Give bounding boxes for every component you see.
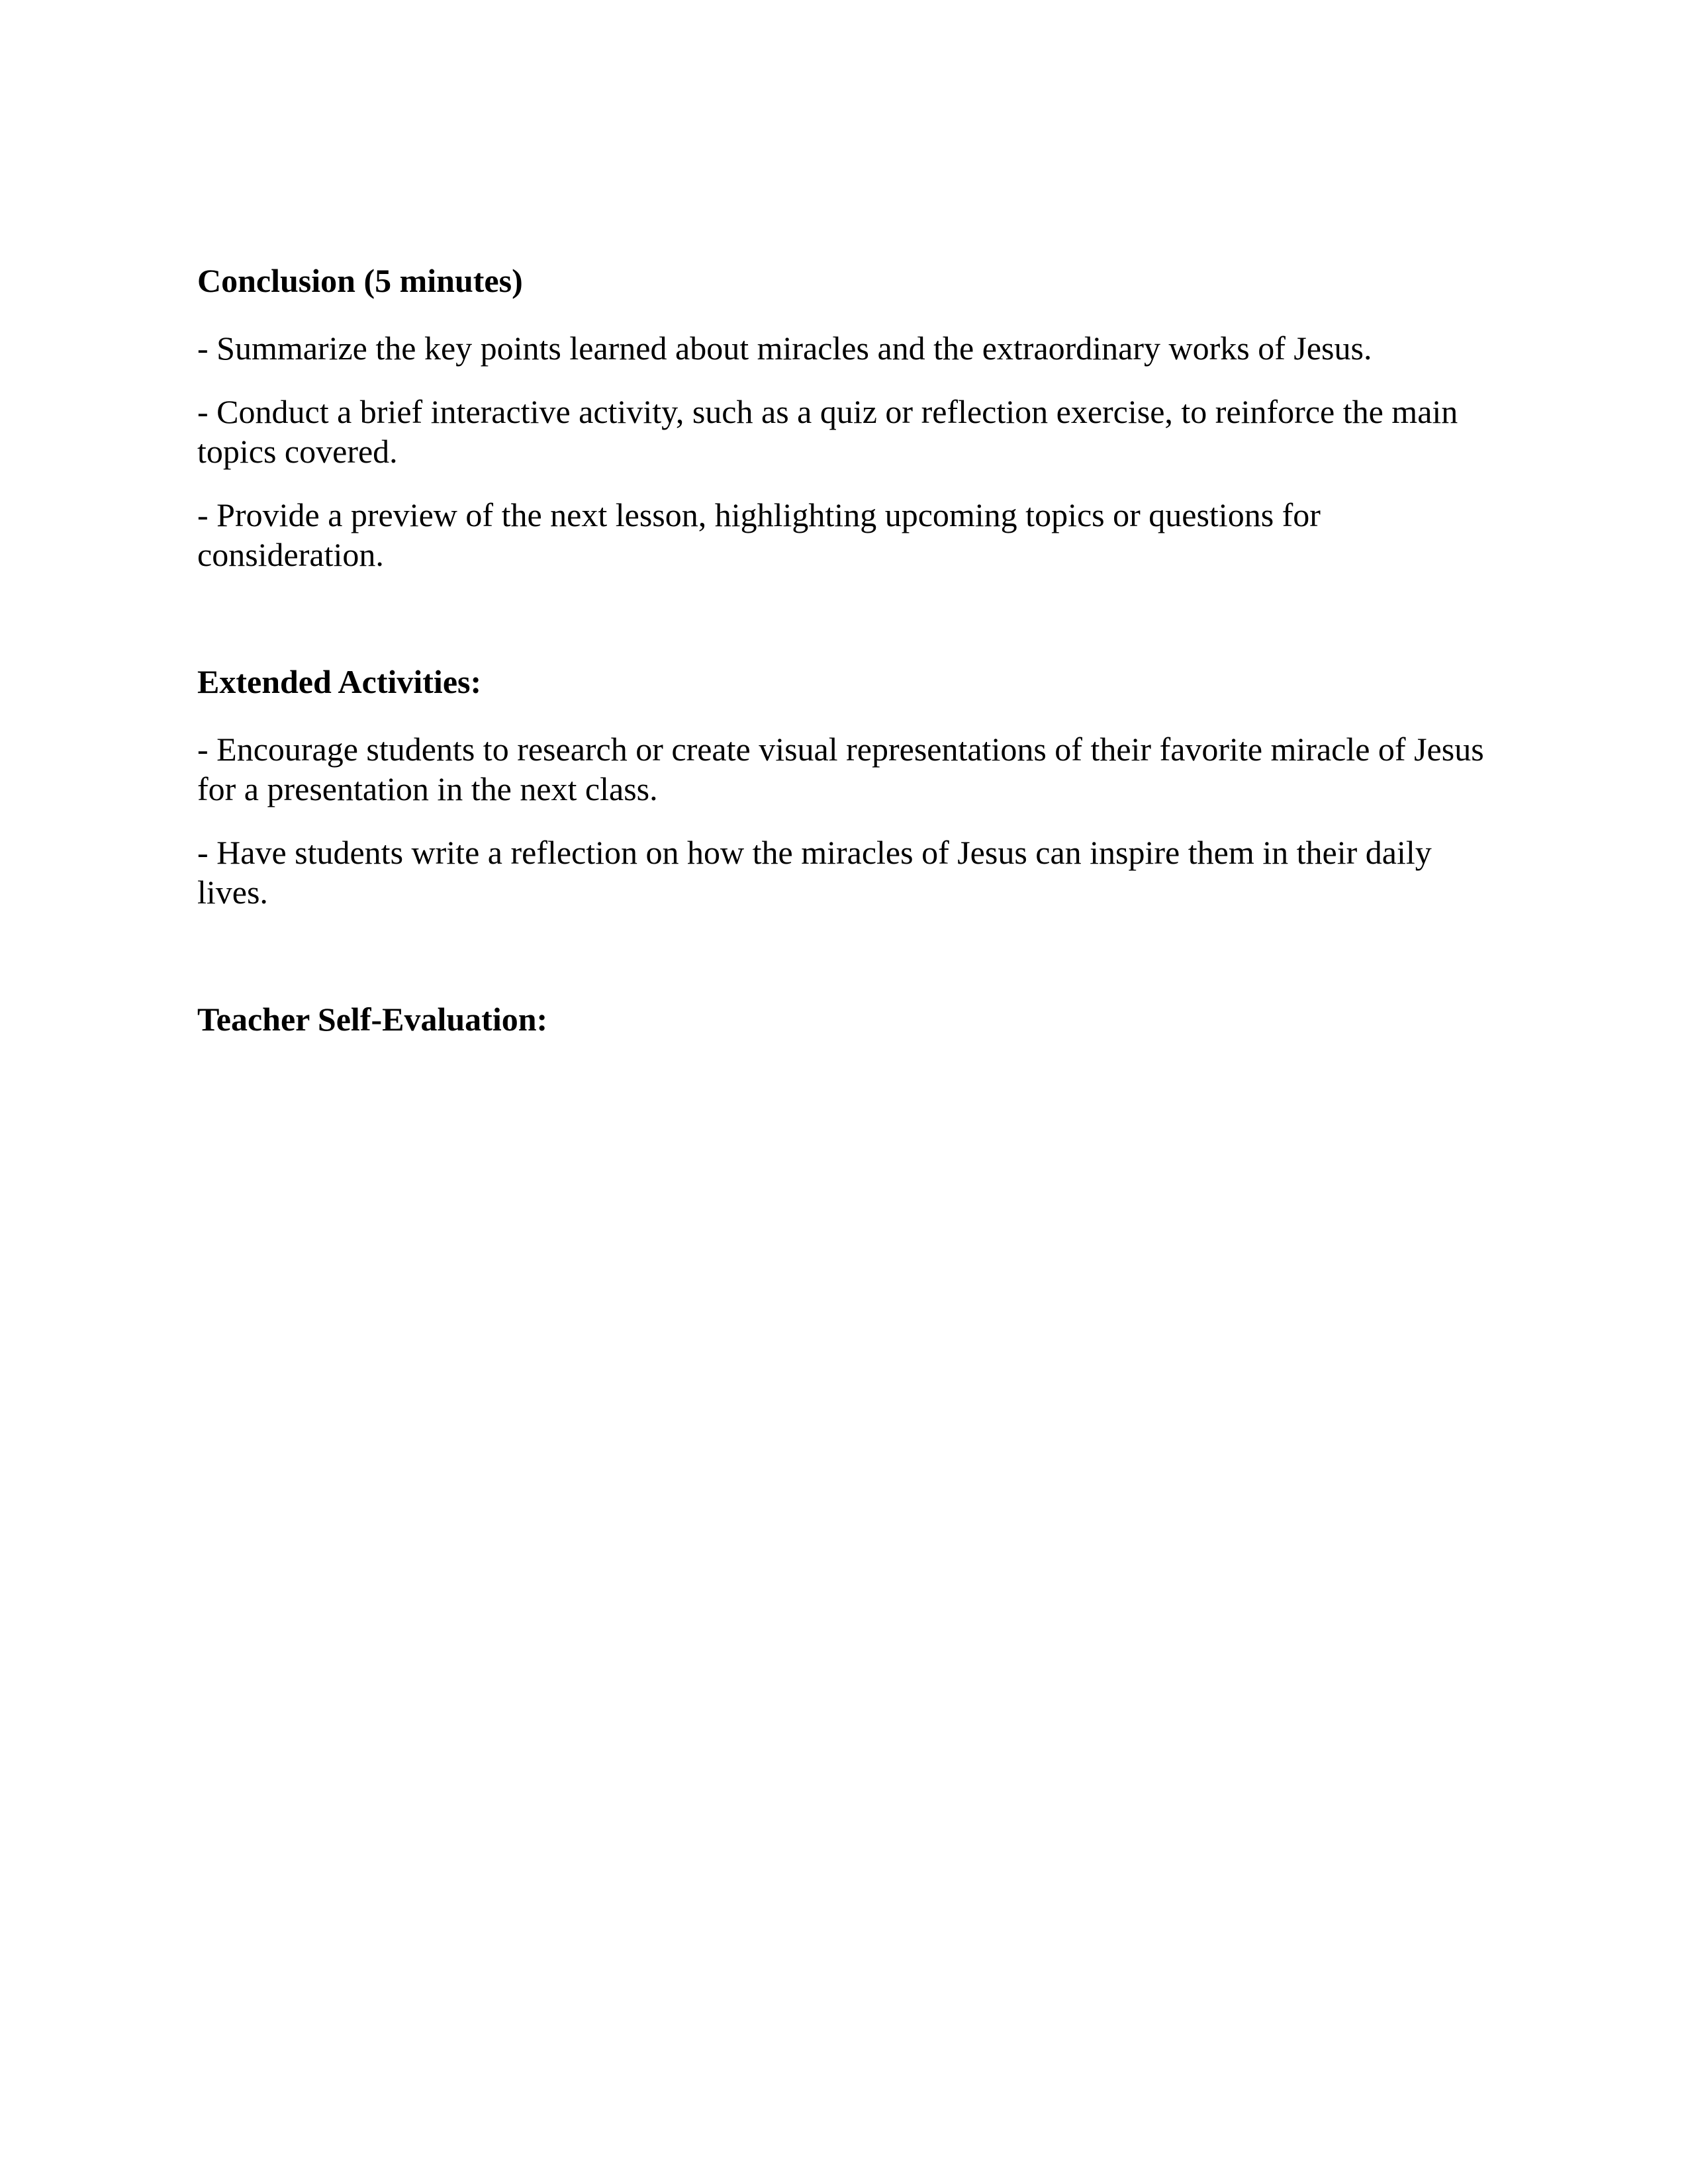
paragraph-line: for a presentation in the next class. — [197, 770, 658, 807]
section-heading-conclusion: Conclusion (5 minutes) — [197, 262, 523, 299]
paragraph-have-students — [197, 833, 1491, 912]
paragraph-line: consideration. — [197, 536, 384, 573]
blank-paragraph — [197, 936, 1491, 976]
paragraph-line: lives. — [197, 874, 268, 911]
paragraph-line: - Provide a preview of the next lesson, highlighting upcoming topics or questions for — [197, 496, 1321, 533]
paragraph-line: topics covered. — [197, 433, 398, 470]
paragraph-encourage — [197, 729, 1491, 809]
paragraph-line: - Summarize the key points learned about miracles and the extraordinary works of Jesus. — [197, 330, 1372, 367]
paragraph-line: - Have students write a reflection on how the miracles of Jesus can inspire them in their daily — [197, 834, 1432, 871]
paragraph-summarize — [197, 328, 1491, 368]
paragraph-line: - Encourage students to research or create visual representations of their favorite miracle of Jesus — [197, 731, 1484, 768]
document-content — [197, 261, 1491, 1067]
paragraph-conduct — [197, 392, 1491, 471]
section-heading-extended-activities: Extended Activities: — [197, 663, 482, 700]
blank-paragraph — [197, 598, 1491, 638]
paragraph-provide-preview — [197, 495, 1491, 574]
section-heading-teacher-self-evaluation: Teacher Self-Evaluation: — [197, 1001, 548, 1038]
paragraph-line: - Conduct a brief interactive activity, such as a quiz or reflection exercise, to reinforce the main — [197, 393, 1458, 430]
